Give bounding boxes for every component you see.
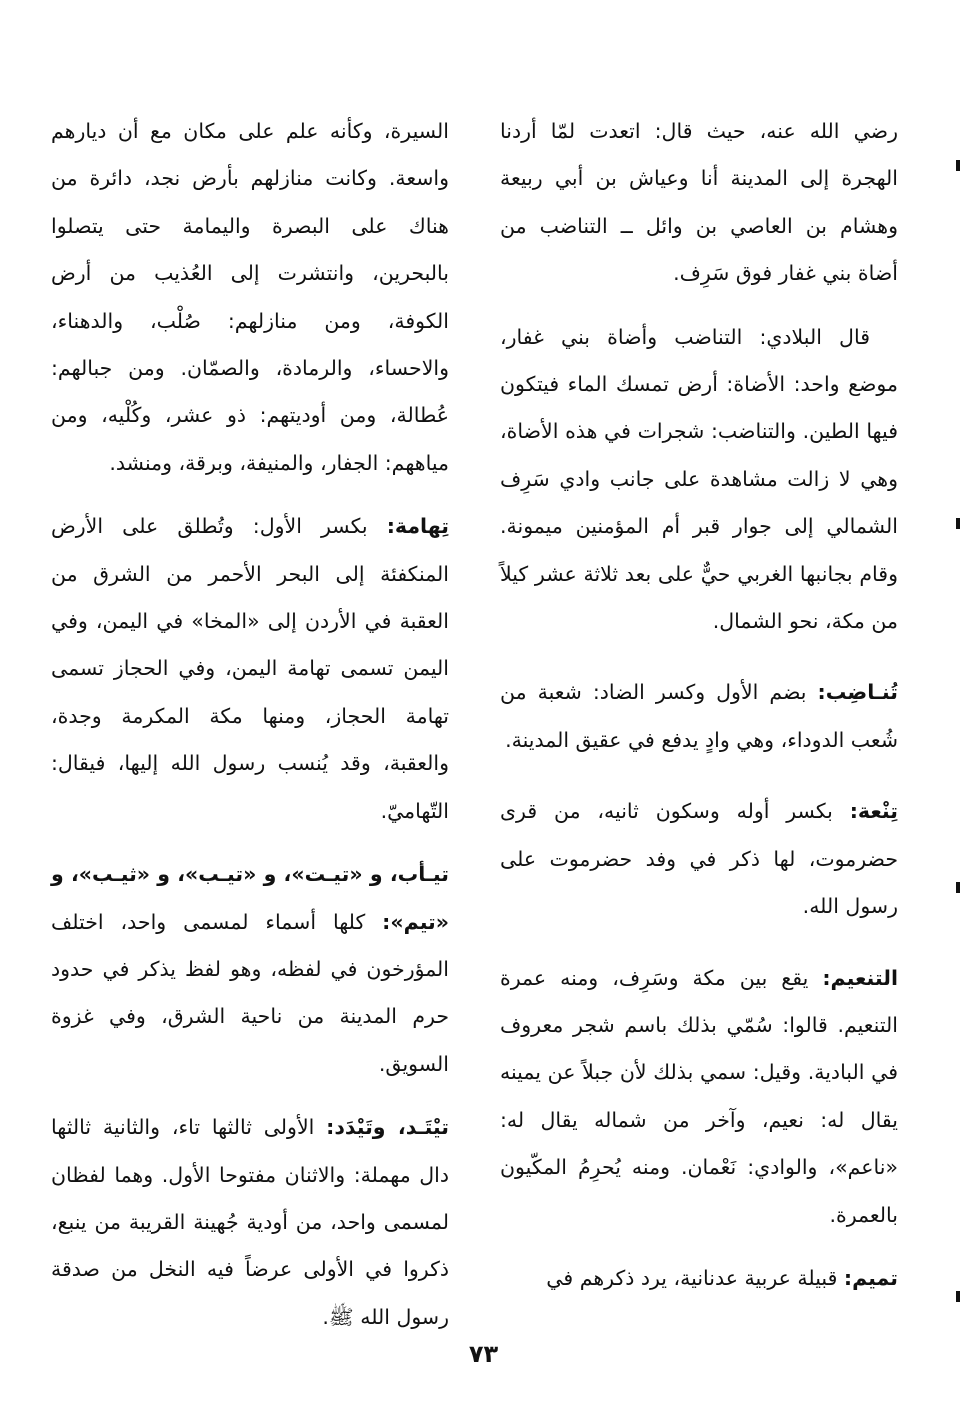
entry-text: كلها أسماء لمسمى واحد، اختلف المؤرخون في لفظه، وهو لفظ يذكر في حدود حرم المدينة من ناحية الشرق، وفي غزوة السويق. [51, 909, 449, 1076]
left-column [51, 108, 449, 1357]
headword: تُنـاضِب: [817, 680, 898, 705]
continuation-paragraph: رضي الله عنه، حيث قال: اتعدت لمّا أردنا الهجرة إلى المدينة أنا وعياش بن أبي ربيعة وهشام بن العاصي بن وائل ــ التناضب من أضاة بني غفار فوق سَرِف. [500, 119, 898, 286]
edge-mark [956, 160, 960, 171]
quote-paragraph: قال البلادي: التناضب وأضاة بني غفار، موضع واحد: الأضاة: أرض تمسك الماء فيتكون فيها الطين. والتناضب: شجرات في هذه الأضاة، وهي لا زالت مشاهدة على جانب وادي سَرِف الشمالي إلى جوار قبر أم المؤمنين ميمونة. وقام بجانبها الغربي حيٌّ على بعد ثلاثة عشر كيلاً من مكة، نحو الشمال. [500, 324, 898, 634]
headword: تِنْعة: [849, 799, 898, 824]
entry-text: يقع بين مكة وسَرِف، ومنه عمرة التنعيم. قالوا: سُمّي بذلك باسم شجر معروف في البادية. وقيل: سمي بذلك لأن جبلاً عن يمينه يقال له: نعيم، وآخر من شماله يقال له: «ناعم»، والوادي: نَعْمان. ومنه يُحرِمُ المكّيون بالعمرة. [500, 965, 898, 1227]
page-number: ٧٣ [468, 1340, 499, 1368]
entry-tiab [51, 851, 449, 1088]
continuation-paragraph: السيرة، وكأنه علم على مكان مع أن ديارهم واسعة. وكانت منازلهم بأرض نجد، دائرة من هناك على البصرة واليمامة حتى يتصلوا بالبحرين، وانتشرت إلى العُذيب من أرض الكوفة، ومن منازلهم: صُلْب، والدهناء، والاحساء، والرمادة، والصمّان. ومن جبالهم: عُطالة، ومن أوديتهم: ذو عشر، وكُلْيه، ومن مياههم: الجفار، والمنيفة، وبرقة، ومنشد. [51, 119, 449, 475]
entry-tin-a [500, 788, 898, 930]
edge-mark [956, 1291, 960, 1302]
entry-text: قبيلة عربية عدنانية، يرد ذكرهم في [546, 1265, 844, 1290]
right-column [500, 108, 898, 1318]
edge-mark [956, 882, 960, 893]
entry-tihama [51, 503, 449, 835]
headword: تيْتَـد، وتَيْدَد: [326, 1115, 449, 1140]
entry-tamim [500, 1255, 898, 1302]
entry-taytad [51, 1104, 449, 1341]
headword: تيـأب، و «تيـت»، و «تيـب»، و «ثيـب»، و «تيم»: [51, 862, 449, 934]
edge-mark [956, 518, 960, 529]
entry-text: الأولى ثالثها تاء، والثانية ثالثها دال مهملة: والاثنان مفتوحا الأول. وهما لفظان لمسمى واحد، من أودية جُهينة القريبة من ينبع، ذكروا في الأولى عرضاً فيه النخل من صدقة رسول الله ﷺ. [51, 1115, 449, 1329]
headword: التنعيم: [822, 965, 898, 990]
headword: تِهامة: [386, 514, 449, 539]
entry-tanim [500, 955, 898, 1239]
entry-text: بضم الأول وكسر الضاد: شعبة من شُعب الدوداء، وهي وادٍ يدفع في عقيق المدينة. [500, 680, 898, 752]
entry-tunadib [500, 669, 898, 764]
entry-text: بكسر أوله وسكون ثانيه، من قرى حضرموت، لها ذكر في وفد حضرموت على رسول الله. [500, 799, 898, 919]
headword: تميم: [843, 1265, 898, 1290]
entry-text: بكسر الأول: وتُطلق على الأرض المنكفئة إلى البحر الأحمر من الشرق من العقبة في الأردن إلى «المخا» في اليمن، وفي اليمن تسمى تهامة اليمن، وفي الحجاز تسمى تهامة الحجاز، ومنها مكة المكرمة وجدة، والعقبة، وقد يُنسب رسول الله إليها، فيقال: التّهاميّ. [51, 514, 449, 823]
